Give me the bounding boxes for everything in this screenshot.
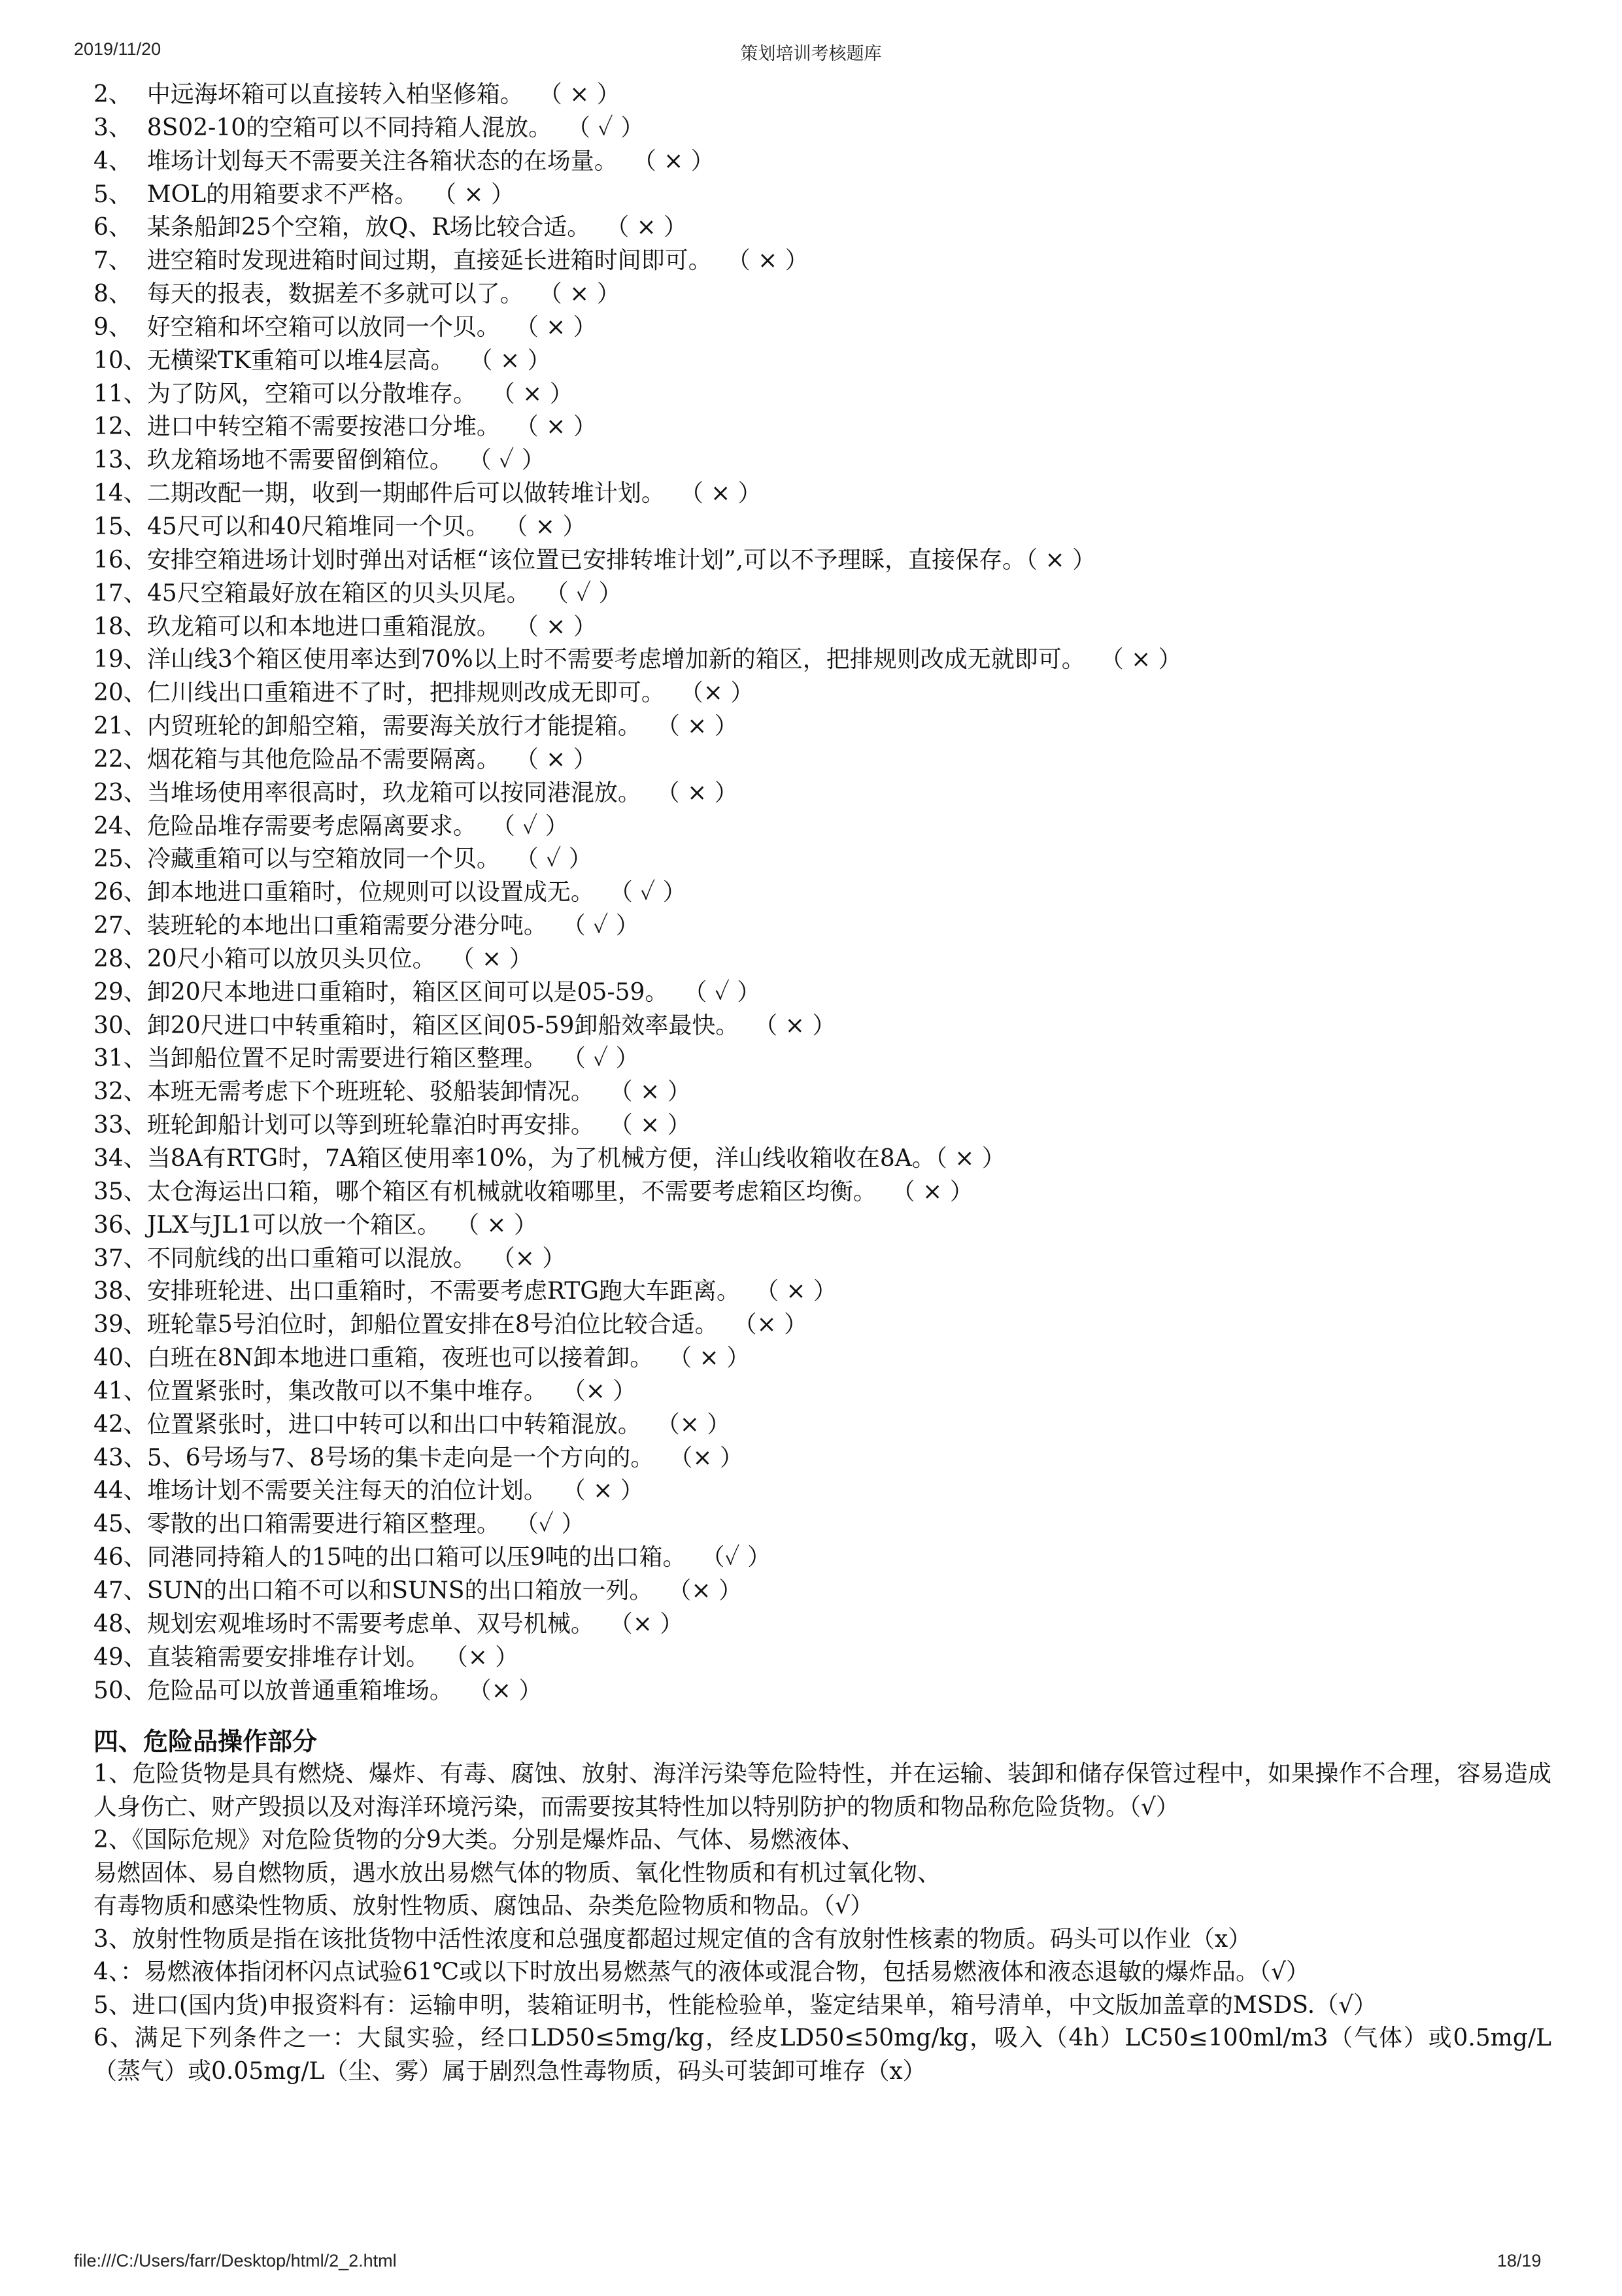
question-answer: （ ✓ ） — [683, 978, 761, 1006]
question-item — [93, 1342, 1551, 1375]
question-answer: （ × ） — [491, 380, 573, 407]
question-item — [93, 511, 1551, 544]
question-text: 20尺小箱可以放贝头贝位。 — [146, 945, 451, 972]
question-text: 二期改配一期，收到一期邮件后可以做转堆计划。 — [146, 480, 680, 507]
question-item — [93, 1309, 1551, 1342]
question-text: 进口中转空箱不需要按港口分堆。 — [146, 413, 515, 441]
question-number: 17、 — [93, 579, 147, 607]
question-answer: （ ✓ ） — [491, 812, 569, 840]
section-paragraph — [93, 1989, 1551, 2023]
question-answer: （ × ） — [605, 214, 688, 241]
question-item — [93, 1541, 1551, 1575]
question-number: 21、 — [93, 713, 147, 740]
question-answer: （ × ） — [609, 1078, 691, 1106]
question-text: 进空箱时发现进箱时间过期，直接延长进箱时间即可。 — [131, 247, 727, 275]
question-answer: （ ✓ ） — [567, 114, 645, 141]
question-answer: （ × ） — [1026, 546, 1096, 574]
question-item — [93, 910, 1551, 943]
question-number: 35、 — [93, 1178, 147, 1205]
question-item — [93, 943, 1551, 976]
question-number: 19、 — [93, 646, 147, 674]
question-number: 48、 — [93, 1610, 147, 1637]
question-text: 太仓海运出口箱，哪个箱区有机械就收箱哪里，不需要考虑箱区均衡。 — [146, 1178, 892, 1205]
question-text: 白班在8N卸本地进口重箱，夜班也可以接着卸。 — [146, 1345, 669, 1372]
question-text: 当8A有RTG时，7A箱区使用率10%，为了机械方便，洋山线收箱收在8A。 — [146, 1145, 936, 1172]
question-answer: （ × ） — [515, 745, 597, 773]
question-text: 8S02-10的空箱可以不同持箱人混放。 — [131, 114, 567, 141]
question-item — [93, 1010, 1551, 1043]
question-answer: （ × ） — [450, 945, 533, 972]
question-text: 卸本地进口重箱时，位规则可以设置成无。 — [146, 879, 609, 906]
question-number: 47、 — [93, 1577, 147, 1604]
header-date: 2019/11/20 — [74, 39, 161, 59]
question-answer: （ × ） — [726, 247, 809, 275]
question-text: 当卸船位置不足时需要进行箱区整理。 — [146, 1045, 562, 1072]
question-text: 中远海坏箱可以直接转入柏坚修箱。 — [131, 81, 539, 108]
section-paragraph — [93, 2022, 1551, 2088]
question-answer: （ × ） — [504, 513, 586, 540]
question-text: 位置紧张时，进口中转可以和出口中转箱混放。 — [146, 1411, 656, 1438]
question-answer: （ × ） — [679, 480, 762, 507]
question-answer: （ × ） — [538, 281, 620, 308]
footer-page-number: 18/19 — [1497, 2251, 1542, 2270]
question-text: 危险品堆存需要考虑隔离要求。 — [146, 812, 492, 840]
question-item — [93, 1608, 1551, 1641]
question-answer: （× ） — [656, 1411, 731, 1438]
question-text: 冷藏重箱可以与空箱放同一个贝。 — [146, 846, 515, 873]
question-answer: （ × ） — [1100, 646, 1182, 674]
question-answer: （ × ） — [469, 347, 551, 374]
question-item — [93, 677, 1551, 710]
section-paragraph — [93, 1824, 1551, 1923]
paragraph-line: 5、进口(国内货)申报资料有：运输申明，装箱证明书，性能检验单，鉴定结果单，箱号清单，中文版加盖章的MSDS.（√） — [93, 1991, 1377, 2019]
question-item — [93, 112, 1551, 145]
question-number: 30、 — [93, 1012, 147, 1039]
question-item — [93, 145, 1551, 179]
question-number: 42、 — [93, 1411, 147, 1438]
question-item — [93, 1675, 1551, 1708]
question-answer: （× ） — [679, 679, 754, 707]
question-number: 5、 — [93, 180, 132, 208]
question-text: 45尺可以和40尺箱堆同一个贝。 — [146, 513, 505, 540]
question-item — [93, 345, 1551, 378]
question-answer: （× ） — [669, 1444, 743, 1471]
question-text: 零散的出口箱需要进行箱区整理。 — [146, 1511, 515, 1538]
paragraph-line: 有毒物质和感染性物质、放射性物质、腐蚀品、杂类危险物质和物品。（√） — [93, 1893, 873, 1919]
question-answer: （× ） — [733, 1311, 808, 1339]
question-text: 好空箱和坏空箱可以放同一个贝。 — [131, 313, 515, 341]
question-number: 40、 — [93, 1345, 147, 1372]
question-text: 无横梁TK重箱可以堆4层高。 — [146, 347, 469, 374]
question-item — [93, 1142, 1551, 1176]
question-text: 直装箱需要安排堆存计划。 — [146, 1643, 445, 1671]
question-text: 仁川线出口重箱进不了时，把排规则改成无即可。 — [146, 679, 680, 707]
question-item — [93, 1109, 1551, 1142]
question-number: 46、 — [93, 1544, 147, 1571]
question-number: 15、 — [93, 513, 147, 540]
question-number: 8、 — [93, 281, 132, 308]
question-answer: （ × ） — [515, 413, 597, 441]
question-answer: （ × ） — [891, 1178, 973, 1205]
section-paragraph — [93, 1923, 1551, 1957]
question-text: 45尺空箱最好放在箱区的贝头贝尾。 — [146, 579, 545, 607]
question-number: 29、 — [93, 978, 147, 1006]
question-number: 36、 — [93, 1211, 147, 1239]
question-text: 安排班轮进、出口重箱时，不需要考虑RTG跑大车距离。 — [146, 1278, 755, 1305]
question-number: 2、 — [93, 81, 132, 108]
question-item — [93, 1375, 1551, 1409]
paragraph-line: 1、危险货物是具有燃烧、爆炸、有毒、腐蚀、放射、海洋污染等危险特性，并在运输、装卸和储存保管过程中，如果操作不合理，容易造成人身伤亡、财产毁损以及对海洋环境污染，而需要按其特性加以特别防护的物质和物品称危险货物。（√） — [93, 1760, 1551, 1821]
question-answer: （ ✓ ） — [562, 1045, 639, 1072]
question-number: 39、 — [93, 1311, 147, 1339]
question-text: 同港同持箱人的15吨的出口箱可以压9吨的出口箱。 — [146, 1544, 701, 1571]
question-number: 4、 — [93, 147, 132, 175]
question-number: 45、 — [93, 1511, 147, 1538]
question-text: 每天的报表，数据差不多就可以了。 — [131, 281, 539, 308]
question-answer: （ ✓ ） — [467, 447, 545, 474]
question-text: 班轮靠5号泊位时，卸船位置安排在8号泊位比较合适。 — [146, 1311, 734, 1339]
question-text: 装班轮的本地出口重箱需要分港分吨。 — [146, 912, 562, 940]
question-item — [93, 611, 1551, 644]
question-text: 为了防风，空箱可以分散堆存。 — [146, 380, 492, 407]
question-item — [93, 411, 1551, 444]
paragraph-line: 3、放射性物质是指在该批货物中活性浓度和总强度都超过规定值的含有放射性核素的物质。码头可以作业（x） — [93, 1925, 1252, 1953]
question-text: SUN的出口箱不可以和SUNS的出口箱放一列。 — [146, 1577, 668, 1604]
question-number: 6、 — [93, 214, 132, 241]
question-text: 堆场计划每天不需要关注各箱状态的在场量。 — [131, 147, 633, 175]
question-number: 12、 — [93, 413, 147, 441]
question-answer: （× ） — [562, 1377, 637, 1405]
question-item — [93, 311, 1551, 345]
question-number: 34、 — [93, 1145, 147, 1172]
header-title: 策划培训考核题库 — [740, 44, 882, 63]
question-text: 班轮卸船计划可以等到班轮靠泊时再安排。 — [146, 1112, 609, 1139]
question-item — [93, 810, 1551, 844]
question-number: 10、 — [93, 347, 147, 374]
question-answer: （ × ） — [754, 1278, 837, 1305]
question-answer: （ × ） — [656, 713, 738, 740]
paragraph-line: 易燃固体、易自燃物质，遇水放出易燃气体的物质、氧化性物质和有机过氧化物、 — [93, 1859, 941, 1887]
question-item — [93, 1209, 1551, 1242]
question-item — [93, 1242, 1551, 1276]
question-answer: （ ✓ ） — [562, 912, 639, 940]
question-text: 内贸班轮的卸船空箱，需要海关放行才能提箱。 — [146, 713, 656, 740]
question-text: 危险品可以放普通重箱堆场。 — [146, 1677, 468, 1704]
question-answer: （× ） — [444, 1643, 519, 1671]
question-item — [93, 1275, 1551, 1309]
question-number: 11、 — [93, 380, 147, 407]
question-item — [93, 577, 1551, 611]
question-number: 14、 — [93, 480, 147, 507]
question-number: 33、 — [93, 1112, 147, 1139]
section-body — [93, 1758, 1551, 2088]
question-item — [93, 777, 1551, 810]
question-answer: （ × ） — [632, 147, 715, 175]
question-number: 9、 — [93, 313, 132, 341]
question-text: 位置紧张时，集改散可以不集中堆存。 — [146, 1377, 562, 1405]
question-number: 38、 — [93, 1278, 147, 1305]
question-text: JLX与JL1可以放一个箱区。 — [146, 1211, 456, 1239]
question-answer: （ × ） — [538, 81, 620, 108]
question-text: 玖龙箱场地不需要留倒箱位。 — [146, 447, 468, 474]
question-answer: （ × ） — [515, 313, 597, 341]
question-number: 26、 — [93, 879, 147, 906]
question-item — [93, 744, 1551, 777]
question-number: 20、 — [93, 679, 147, 707]
question-item — [93, 1575, 1551, 1608]
section-hazardous-goods — [93, 1725, 1551, 2088]
question-answer: （ ✓ ） — [545, 579, 622, 607]
question-answer: （ ✓ ） — [515, 846, 592, 873]
question-answer: （ × ） — [656, 779, 738, 806]
question-item — [93, 710, 1551, 744]
question-item — [93, 1176, 1551, 1209]
question-answer: （✓ ） — [515, 1511, 585, 1538]
question-answer: （ × ） — [609, 1112, 691, 1139]
question-answer: （ × ） — [432, 180, 515, 208]
question-item — [93, 477, 1551, 511]
footer-url: file:///C:/Users/farr/Desktop/html/2_2.html — [74, 2251, 397, 2270]
question-item — [93, 278, 1551, 311]
paragraph-line: 6、满足下列条件之一：大鼠实验，经口LD50≤5mg/kg，经皮LD50≤50mg/kg，吸入（4h）LC50≤100ml/m3（气体）或0.5mg/L（蒸气）或0.05mg/L（尘、雾）属于剧烈急性毒物质，码头可装卸可堆存（x） — [93, 2025, 1551, 2085]
question-answer: （ ✓ ） — [609, 879, 686, 906]
question-item — [93, 245, 1551, 278]
question-text: 洋山线3个箱区使用率达到70%以上时不需要考虑增加新的箱区，把排规则改成无就即可。 — [146, 646, 1100, 674]
question-item — [93, 1442, 1551, 1475]
question-text: 某条船卸25个空箱，放Q、R场比较合适。 — [131, 214, 606, 241]
question-answer: （× ） — [491, 1244, 566, 1272]
question-number: 41、 — [93, 1377, 147, 1405]
section-paragraph — [93, 1956, 1551, 1989]
question-text: 不同航线的出口重箱可以混放。 — [146, 1244, 492, 1272]
question-item — [93, 211, 1551, 245]
question-number: 37、 — [93, 1244, 147, 1272]
question-item — [93, 1042, 1551, 1076]
question-answer: （× ） — [609, 1610, 684, 1637]
question-number: 25、 — [93, 846, 147, 873]
question-item — [93, 1641, 1551, 1675]
question-item — [93, 179, 1551, 212]
question-text: MOL的用箱要求不严格。 — [131, 180, 433, 208]
question-answer: （ × ） — [935, 1145, 1005, 1172]
question-text: 堆场计划不需要关注每天的泊位计划。 — [146, 1477, 562, 1505]
question-item — [93, 843, 1551, 876]
section-heading: 四、危险品操作部分 — [93, 1727, 318, 1756]
question-text: 烟花箱与其他危险品不需要隔离。 — [146, 745, 515, 773]
question-item — [93, 1076, 1551, 1109]
question-item — [93, 643, 1551, 677]
paragraph-line: 4、：易燃液体指闭杯闪点试验61℃或以下时放出易燃蒸气的液体或混合物，包括易燃液体和液态退敏的爆炸品。（√） — [93, 1959, 1309, 1985]
question-number: 22、 — [93, 745, 147, 773]
question-text: 规划宏观堆场时不需要考虑单、双号机械。 — [146, 1610, 609, 1637]
question-answer: （ × ） — [754, 1012, 836, 1039]
paragraph-line: 2、《国际危规》对危险货物的分9大类。分别是爆炸品、气体、易燃液体、 — [93, 1826, 865, 1853]
question-item — [93, 976, 1551, 1010]
question-number: 28、 — [93, 945, 147, 972]
section-paragraph — [93, 1758, 1551, 1824]
question-answer: （× ） — [667, 1577, 742, 1604]
question-number: 44、 — [93, 1477, 147, 1505]
question-item — [93, 378, 1551, 411]
question-text: 5、6号场与7、8号场的集卡走向是一个方向的。 — [146, 1444, 669, 1471]
question-item — [93, 1409, 1551, 1442]
question-answer: （× ） — [467, 1677, 543, 1704]
question-number: 50、 — [93, 1677, 147, 1704]
question-number: 23、 — [93, 779, 147, 806]
question-item — [93, 544, 1551, 577]
question-number: 27、 — [93, 912, 147, 940]
question-item — [93, 1508, 1551, 1541]
question-item — [93, 444, 1551, 477]
question-number: 7、 — [93, 247, 132, 275]
question-item — [93, 876, 1551, 910]
question-text: 安排空箱进场计划时弹出对话框“该位置已安排转堆计划”,可以不予理睬，直接保存。 — [146, 546, 1026, 574]
question-number: 3、 — [93, 114, 132, 141]
question-text: 当堆场使用率很高时，玖龙箱可以按同港混放。 — [146, 779, 656, 806]
question-answer: （✓ ） — [701, 1544, 771, 1571]
question-answer: （ × ） — [562, 1477, 644, 1505]
question-answer: （ × ） — [515, 613, 597, 640]
question-number: 43、 — [93, 1444, 147, 1471]
question-text: 卸20尺进口中转重箱时，箱区区间05-59卸船效率最快。 — [146, 1012, 754, 1039]
question-number: 16、 — [93, 546, 147, 574]
question-number: 31、 — [93, 1045, 147, 1072]
question-number: 49、 — [93, 1643, 147, 1671]
question-text: 本班无需考虑下个班班轮、驳船装卸情况。 — [146, 1078, 609, 1106]
question-item — [93, 78, 1551, 112]
question-list — [93, 78, 1551, 1707]
question-number: 13、 — [93, 447, 147, 474]
question-text: 卸20尺本地进口重箱时，箱区区间可以是05-59。 — [146, 978, 684, 1006]
question-number: 32、 — [93, 1078, 147, 1106]
question-number: 18、 — [93, 613, 147, 640]
question-text: 玖龙箱可以和本地进口重箱混放。 — [146, 613, 515, 640]
question-answer: （ × ） — [668, 1345, 751, 1372]
question-answer: （ × ） — [455, 1211, 537, 1239]
question-number: 24、 — [93, 812, 147, 840]
question-item — [93, 1475, 1551, 1508]
